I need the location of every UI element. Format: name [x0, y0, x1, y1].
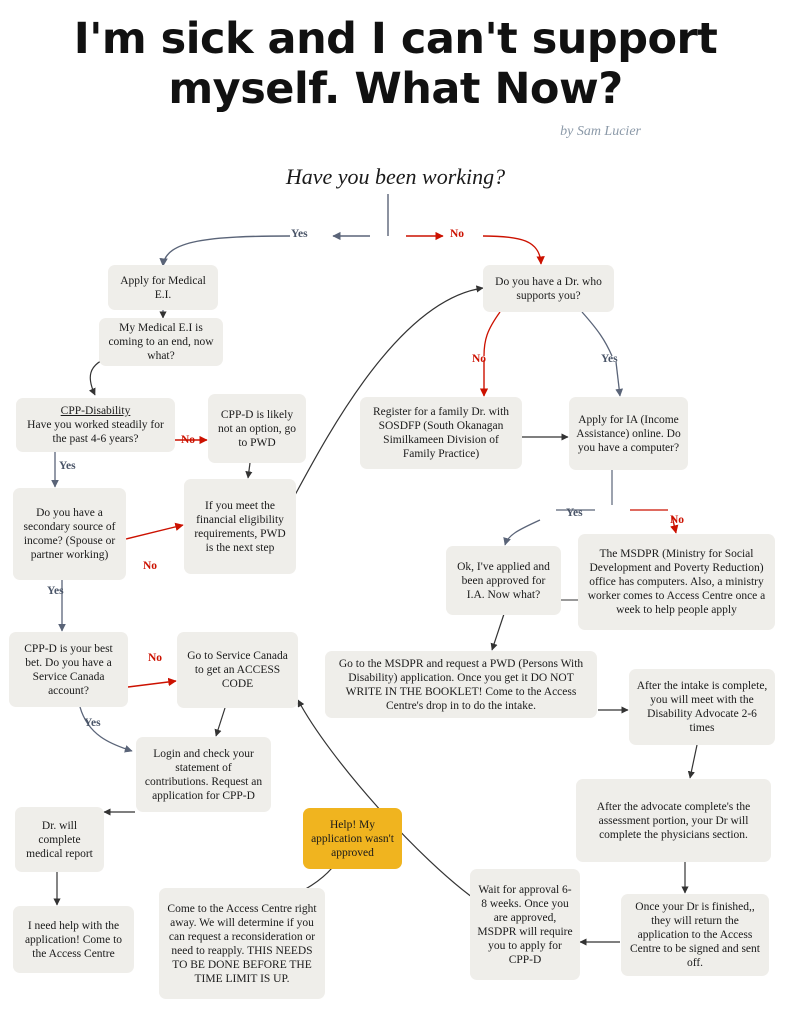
node-application-not-approved[interactable]: Help! My application wasn't approved: [303, 808, 402, 869]
root-question: Have you been working?: [285, 164, 506, 189]
node-disability-advocate[interactable]: After the intake is complete, you will meet with the Disability Advocate 2-6 times: [629, 669, 775, 745]
node-cppd-not-option[interactable]: CPP-D is likely not an option, go to PWD: [208, 394, 306, 463]
edge-label-no-secondary-income: No: [143, 560, 158, 572]
node-login-statement[interactable]: Login and check your statement of contributions. Request an application for CPP-D: [136, 737, 271, 812]
node-applied-approved-ia[interactable]: Ok, I've applied and been approved for I.A. Now what?: [446, 546, 561, 615]
node-msdpr-computers[interactable]: The MSDPR (Ministry for Social Development and Poverty Reduction) office has computers. Also, a ministry worker comes to Access Centre once a week to help people apply: [578, 534, 775, 630]
node-apply-medical-ei[interactable]: Apply for Medical E.I.: [108, 265, 218, 310]
edge-label-yes-secondary-income: Yes: [47, 585, 64, 597]
node-medical-ei-ending[interactable]: My Medical E.I is coming to an end, now what?: [99, 318, 223, 366]
node-wait-approval[interactable]: Wait for approval 6-8 weeks. Once you are approved, MSDPR will require you to apply for CPP-D: [470, 869, 580, 980]
node-register-family-dr[interactable]: Register for a family Dr. with SOSDFP (South Okanagan Similkameen Division of Family Practice): [360, 397, 522, 469]
node-return-application[interactable]: Once your Dr is finished,, they will return the application to the Access Centre to be signed and sent off.: [621, 894, 769, 976]
node-service-canada-access-code[interactable]: Go to Service Canada to get an ACCESS CODE: [177, 632, 298, 708]
edge-label-no-working: No: [450, 228, 465, 240]
node-dr-medical-report[interactable]: Dr. will complete medical report: [15, 807, 104, 872]
edge-label-no-computer: No: [670, 514, 685, 526]
node-cpp-disability[interactable]: CPP-Disability Have you worked steadily for the past 4-6 years?: [16, 398, 175, 452]
node-request-pwd-application[interactable]: Go to the MSDPR and request a PWD (Persons With Disability) application. Once you get it DO NOT WRITE IN THE BOOKLET! Come to the Access Centre's drop in to do the intake.: [325, 651, 597, 718]
node-apply-ia[interactable]: Apply for IA (Income Assistance) online. Do you have a computer?: [569, 397, 688, 470]
edge-label-no-cppd-steady: No: [181, 434, 196, 446]
edge-label-no-service-canada: No: [148, 652, 163, 664]
node-cppd-best-bet[interactable]: CPP-D is your best bet. Do you have a Service Canada account?: [9, 632, 128, 707]
edge-label-yes-dr: Yes: [601, 353, 618, 365]
node-secondary-income[interactable]: Do you have a secondary source of income? (Spouse or partner working): [13, 488, 126, 580]
edge-label-yes-working: Yes: [291, 228, 308, 240]
node-have-dr[interactable]: Do you have a Dr. who supports you?: [483, 265, 614, 312]
edge-label-yes-cppd-steady: Yes: [59, 460, 76, 472]
node-need-help-application[interactable]: I need help with the application! Come to the Access Centre: [13, 906, 134, 973]
edge-label-yes-computer: Yes: [566, 507, 583, 519]
page-title: I'm sick and I can't support myself. What Now?: [73, 14, 718, 114]
node-pwd-next-step[interactable]: If you meet the financial eligibility requirements, PWD is the next step: [184, 479, 296, 574]
edge-label-yes-service-canada: Yes: [84, 717, 101, 729]
node-physicians-section[interactable]: After the advocate complete's the assessment portion, your Dr will complete the physicians section.: [576, 779, 771, 862]
byline: by Sam Lucier: [560, 124, 641, 139]
edge-label-no-dr: No: [472, 353, 487, 365]
node-reconsideration[interactable]: Come to the Access Centre right away. We will determine if you can request a reconsideration or need to reapply. THIS NEEDS TO BE DONE BEFORE THE TIME LIMIT IS UP.: [159, 888, 325, 999]
